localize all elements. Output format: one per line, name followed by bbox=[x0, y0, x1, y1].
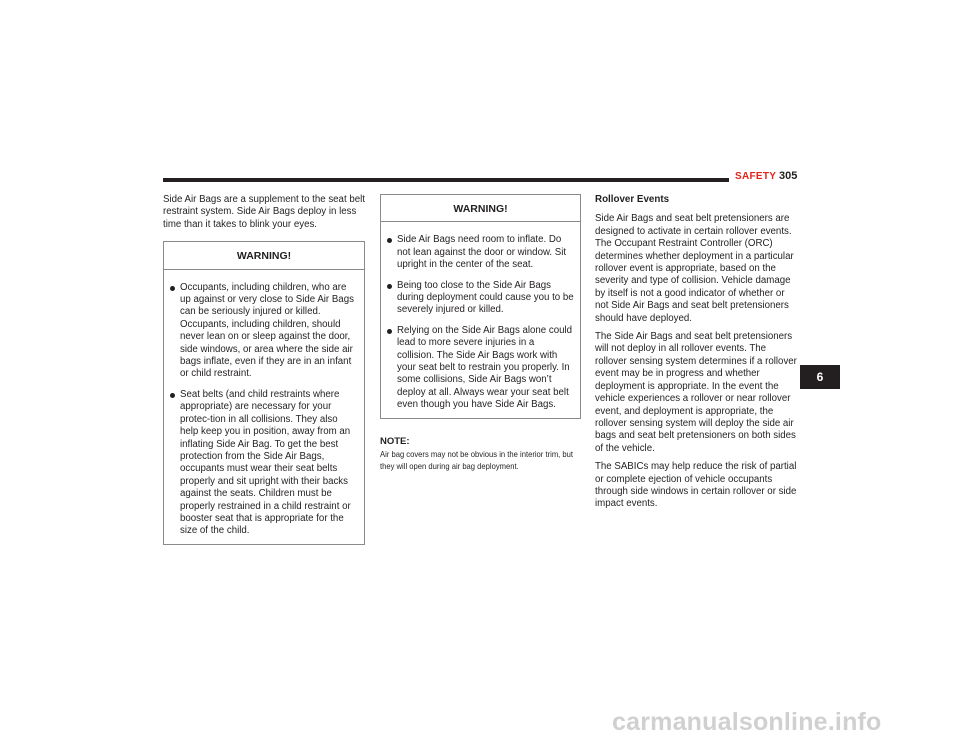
header-rule bbox=[163, 178, 729, 182]
warning-item bbox=[170, 389, 358, 538]
column-1 bbox=[163, 194, 365, 545]
section-heading: Rollover Events bbox=[595, 194, 670, 205]
bullet-icon bbox=[387, 238, 392, 243]
warning-item bbox=[387, 325, 574, 412]
section-title: SAFETY bbox=[735, 171, 777, 182]
bullet-icon bbox=[387, 284, 392, 289]
page-number: 305 bbox=[779, 170, 798, 182]
bullet-icon bbox=[387, 329, 392, 334]
body-paragraph: The SABICs may help reduce the risk of partial or complete ejection of vehicle occupants through side windows in certain rollover or side impact events. bbox=[595, 461, 797, 510]
bullet-icon bbox=[170, 393, 175, 398]
warning-item bbox=[387, 280, 574, 317]
chapter-tab: 6 bbox=[800, 365, 840, 389]
watermark: carmanualsonline.info bbox=[612, 708, 882, 736]
column-2 bbox=[380, 194, 581, 472]
note-text: Air bag covers may not be obvious in the interior trim, but they will open during air bag deployment. bbox=[380, 449, 574, 472]
note-label: NOTE: bbox=[380, 435, 410, 447]
warning-item-text: Occupants, including children, who are up against or very close to Side Air Bags can be seriously injured or killed. Occupants, including children, should never lean on or sleep against the door, side windows, or area where the side air bags inflate, even if they are in an infant or child restraint. bbox=[180, 281, 354, 380]
warning-item-text: Relying on the Side Air Bags alone could lead to more severe injuries in a collision. The Side Air Bags work with your seat belt to restrain you properly. In some collisions, Side Air Bags won’t deploy at all. Always wear your seat belt even though you have Side Air Bags. bbox=[397, 324, 573, 411]
warning-box-2 bbox=[380, 194, 581, 419]
warning-item-text: Side Air Bags need room to inflate. Do not lean against the door or window. Sit upright in the center of the seat. bbox=[397, 234, 567, 271]
column-3 bbox=[595, 194, 798, 517]
warning-item-text: Seat belts (and child restraints where appropriate) are necessary for your protec-tion in all collisions. They also help keep you in position, away from an inflating Side Air Bag. To get the best protection from the Side Air Bags, occupants must wear their seat belts properly and sit upright with their backs against the seats. Children must be properly restrained in a child restraint or booster seat that is appropriate for the size of the child. bbox=[180, 388, 351, 537]
warning-title: WARNING! bbox=[381, 195, 580, 222]
intro-paragraph: Side Air Bags are a supplement to the seat belt restraint system. Side Air Bags deploy in less time than it takes to blink your eyes. bbox=[163, 194, 365, 230]
warning-item bbox=[170, 282, 358, 381]
bullet-icon bbox=[170, 286, 175, 291]
warning-list bbox=[381, 222, 580, 417]
warning-item bbox=[387, 234, 574, 271]
body-paragraph: The Side Air Bags and seat belt pretensioners will not deploy in all rollover events. The rollover sensing system determines if a rollover event may be in progress and whether deployment is appropriate. In the event the vehicle experiences a rollover or near rollover event, and deployment is appropriate, the rollover sensing system will deploy the side air bags and seat belt pretensioners on both sides of the vehicle. bbox=[595, 331, 797, 454]
warning-box-1 bbox=[163, 241, 365, 545]
warning-title: WARNING! bbox=[164, 242, 364, 269]
warning-list bbox=[164, 270, 364, 544]
warning-item-text: Being too close to the Side Air Bags during deployment could cause you to be severely injured or killed. bbox=[397, 279, 574, 316]
body-paragraph: Side Air Bags and seat belt pretensioners are designed to activate in certain rollover events. The Occupant Restraint Controller (ORC) determines whether deployment in a particular rollover event is appropriate, based on the severity and type of collision. Vehicle damage by itself is not a good indicator of whether or not Side Air Bags and seat belt pretensioners should have deployed. bbox=[595, 213, 794, 324]
